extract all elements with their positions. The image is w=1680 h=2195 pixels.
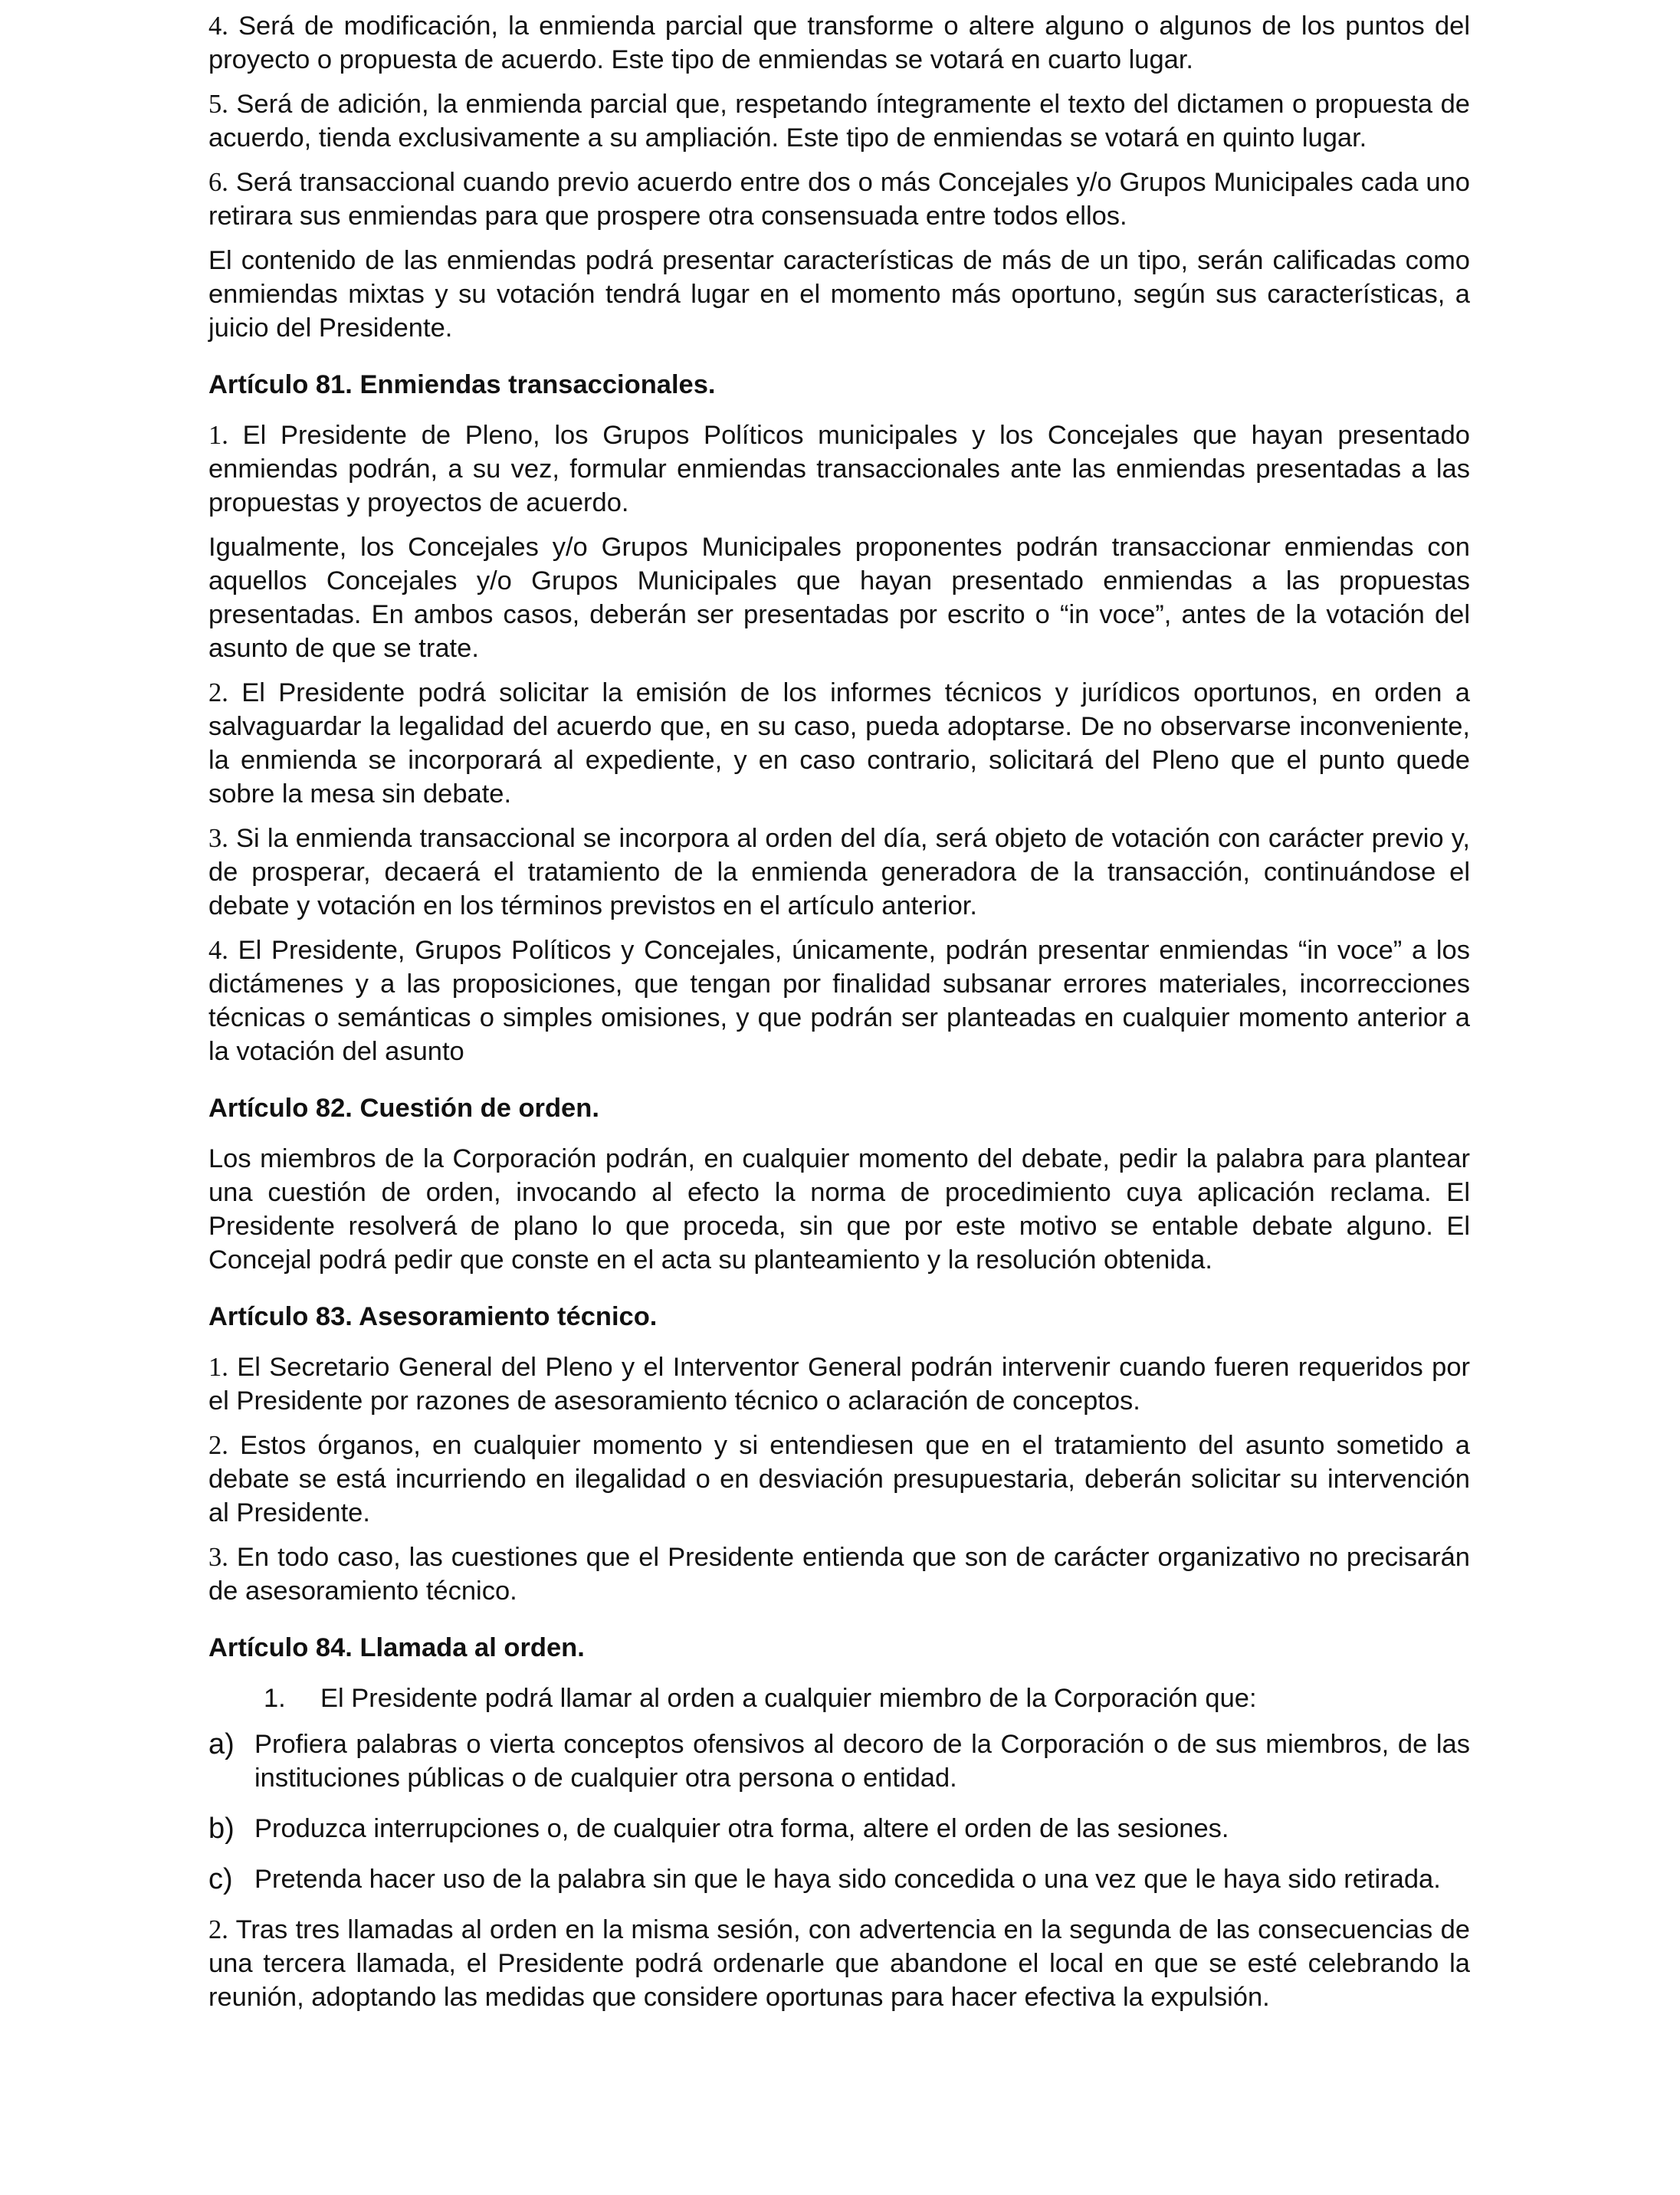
- paragraph-pre-5: [208, 87, 1470, 155]
- paragraph-text: El Presidente podrá solicitar la emisión de los informes técnicos y jurídicos oportunos, en orden a salvaguardar la legalidad del acuerdo que, en su caso, pueda adoptarse. De no observarse inconveniente, la enmienda se incorporará al expediente, y en caso contrario, solicitará del Pleno que el punto quede sobre la mesa sin debate.: [208, 678, 1470, 809]
- paragraph-number: 4.: [208, 936, 228, 965]
- paragraph-number: 2.: [208, 1915, 228, 1944]
- paragraph-text: El Presidente de Pleno, los Grupos Políticos municipales y los Concejales que hayan presentado enmiendas podrán, a su vez, formular enmiendas transaccionales ante las enmiendas presentadas a las propuestas y proyectos de acuerdo.: [208, 421, 1470, 517]
- paragraph-text: Si la enmienda transaccional se incorpora al orden del día, será objeto de votación con carácter previo y, de prosperar, decaerá el tratamiento de la enmienda generadora de la transacción, continuándose el debate y votación en los términos previstos en el artículo anterior.: [208, 824, 1470, 920]
- paragraph-text: El Secretario General del Pleno y el Interventor General podrán intervenir cuando fueren requeridos por el Presidente por razones de asesoramiento técnico o aclaración de conceptos.: [208, 1353, 1470, 1416]
- list-item-text: Pretenda hacer uso de la palabra sin que le haya sido concedida o una vez que le haya sido retirada.: [254, 1865, 1441, 1894]
- list-item-a: [208, 1727, 1470, 1795]
- list-item-text: Profiera palabras o vierta conceptos ofensivos al decoro de la Corporación o de sus miembros, de las instituciones públicas o de cualquier otra persona o entidad.: [254, 1730, 1470, 1793]
- list-item-label: c): [208, 1863, 233, 1895]
- article-81-heading: Artículo 81. Enmiendas transaccionales.: [208, 370, 716, 399]
- paragraph-number: 2.: [208, 678, 228, 707]
- article-81-paragraph-1b: Igualmente, los Concejales y/o Grupos Municipales proponentes podrán transaccionar enmiendas con aquellos Concejales y/o Grupos Municipales que hayan presentado enmiendas a las propuestas presentadas. En ambos casos, deberán ser presentadas por escrito o “in voce”, antes de la votación del asunto de que se trate.: [208, 533, 1470, 663]
- paragraph-number: 1.: [264, 1684, 286, 1713]
- article-84-paragraph-2: [208, 1913, 1470, 2014]
- paragraph-number: 6.: [208, 168, 228, 197]
- list-item-label: b): [208, 1813, 235, 1845]
- paragraph-text: Tras tres llamadas al orden en la misma sesión, con advertencia en la segunda de las consecuencias de una tercera llamada, el Presidente podrá ordenarle que abandone el local en que se esté celebrando la reunión, adoptando las medidas que considere oportunas para hacer efectiva la expulsión.: [208, 1915, 1470, 2012]
- paragraph-mixed-amendments: El contenido de las enmiendas podrá presentar características de más de un tipo, serán calificadas como enmiendas mixtas y su votación tendrá lugar en el momento más oportuno, según sus características, a juicio del Presidente.: [208, 246, 1470, 343]
- paragraph-text: Será de adición, la enmienda parcial que, respetando íntegramente el texto del dictamen o propuesta de acuerdo, tienda exclusivamente a su ampliación. Este tipo de enmiendas se votará en quinto lugar.: [208, 90, 1470, 153]
- paragraph-pre-6: [208, 166, 1470, 233]
- paragraph-text: Estos órganos, en cualquier momento y si entendiesen que en el tratamiento del asunto sometido a debate se está incurriendo en ilegalidad o en desviación presupuestaria, deberán solicitar su intervención al Presidente.: [208, 1431, 1470, 1527]
- article-81-paragraph-4: [208, 933, 1470, 1068]
- article-81-paragraph-2: [208, 676, 1470, 811]
- paragraph-number: 1.: [208, 421, 228, 450]
- paragraph-text: El Presidente podrá llamar al orden a cualquier miembro de la Corporación que:: [320, 1684, 1257, 1713]
- paragraph-text: Será transaccional cuando previo acuerdo entre dos o más Concejales y/o Grupos Municipales cada uno retirara sus enmiendas para que prospere otra consensuada entre todos ellos.: [208, 168, 1470, 231]
- paragraph-number: 5.: [208, 90, 228, 119]
- list-item-text: Produzca interrupciones o, de cualquier otra forma, altere el orden de las sesiones.: [254, 1814, 1229, 1843]
- article-83-paragraph-3: [208, 1540, 1470, 1608]
- article-83-paragraph-2: [208, 1429, 1470, 1530]
- paragraph-text: Será de modificación, la enmienda parcial que transforme o altere alguno o algunos de los puntos del proyecto o propuesta de acuerdo. Este tipo de enmiendas se votará en cuarto lugar.: [208, 11, 1470, 74]
- article-82-heading: Artículo 82. Cuestión de orden.: [208, 1094, 599, 1123]
- paragraph-pre-4: [208, 9, 1470, 77]
- paragraph-text: En todo caso, las cuestiones que el Presidente entienda que son de carácter organizativo no precisarán de asesoramiento técnico.: [208, 1543, 1470, 1606]
- article-82-paragraph-1: Los miembros de la Corporación podrán, en cualquier momento del debate, pedir la palabra para plantear una cuestión de orden, invocando al efecto la norma de procedimiento cuya aplicación reclama. El Presidente resolverá de plano lo que proceda, sin que por este motivo se entable debate alguno. El Concejal podrá pedir que conste en el acta su planteamiento y la resolución obtenida.: [208, 1144, 1470, 1275]
- article-84-paragraph-1: [208, 1682, 1470, 1715]
- list-item-label: a): [208, 1728, 235, 1760]
- article-83-heading: Artículo 83. Asesoramiento técnico.: [208, 1302, 658, 1331]
- article-81-paragraph-1: [208, 418, 1470, 520]
- paragraph-number: 3.: [208, 824, 228, 853]
- paragraph-number: 3.: [208, 1543, 228, 1572]
- paragraph-text: El Presidente, Grupos Políticos y Concejales, únicamente, podrán presentar enmiendas “in voce” a los dictámenes y a las proposiciones, que tengan por finalidad subsanar errores materiales, incorrecciones técnicas o semánticas o simples omisiones, y que podrán ser planteadas en cualquier momento anterior a la votación del asunto: [208, 936, 1470, 1066]
- article-84-heading: Artículo 84. Llamada al orden.: [208, 1633, 585, 1662]
- paragraph-number: 2.: [208, 1431, 228, 1460]
- article-81-paragraph-3: [208, 822, 1470, 923]
- list-item-c: [208, 1862, 1470, 1896]
- paragraph-number: 4.: [208, 11, 228, 41]
- article-83-paragraph-1: [208, 1350, 1470, 1418]
- list-item-b: [208, 1812, 1470, 1846]
- paragraph-number: 1.: [208, 1353, 228, 1382]
